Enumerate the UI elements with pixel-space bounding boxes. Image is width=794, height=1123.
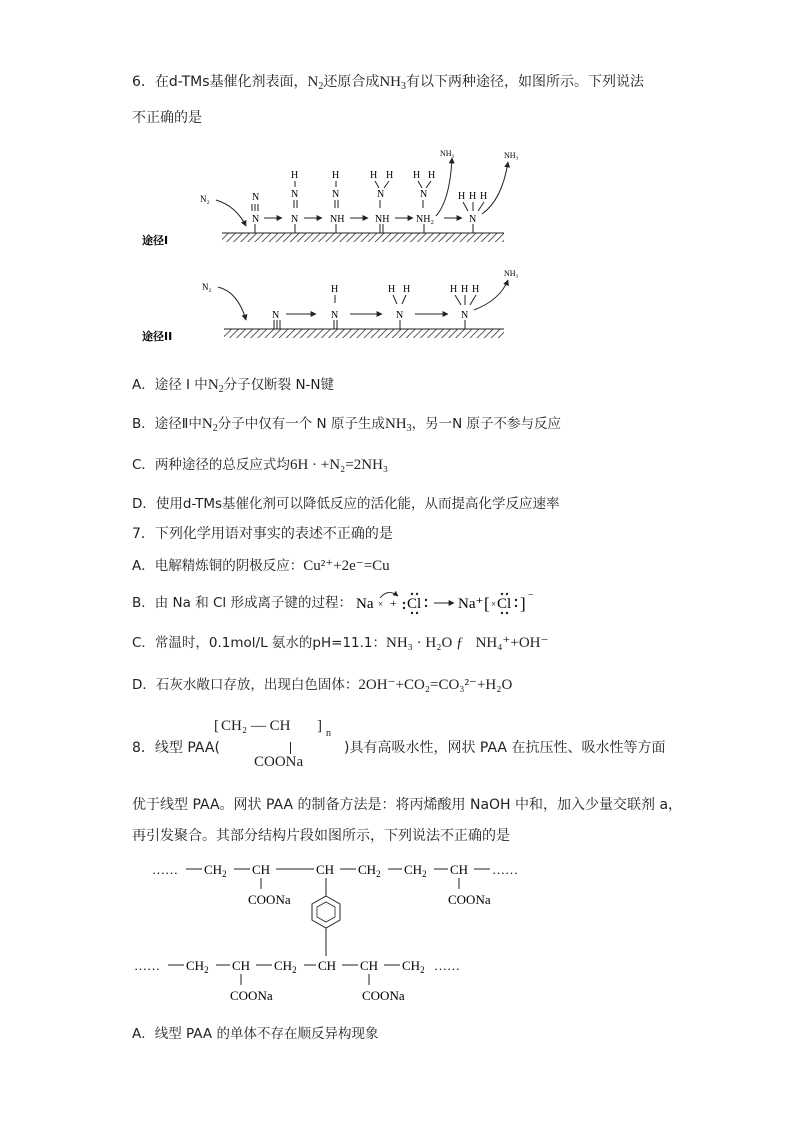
q6-number: 6． <box>132 74 155 90</box>
q8-stem-b: )具有高吸水性，网状 PAA 在抗压性、吸水性等方面 <box>344 740 666 756</box>
svg-text:+: + <box>390 596 397 610</box>
svg-text:CH2: $CH_2$ <box>186 958 209 975</box>
svg-text:COONa: COONa <box>248 892 291 907</box>
svg-text:]: ] <box>520 594 526 613</box>
svg-text:NH: NH <box>375 214 390 225</box>
svg-text:N: N <box>291 189 299 200</box>
svg-text:H: H <box>386 170 394 181</box>
svg-text:H: H <box>370 170 378 181</box>
svg-text:N: N <box>272 310 280 321</box>
svg-text:NH₃: NH₃ <box>440 149 455 158</box>
svg-text:……: …… <box>492 862 518 877</box>
svg-text:H: H <box>469 191 477 202</box>
q6-option-c-equation: 6H · +N₂=2NH₃ <box>289 457 389 473</box>
svg-text:H: H <box>388 284 396 295</box>
svg-text:N: N <box>331 310 339 321</box>
q6-n2: N <box>307 74 319 90</box>
q8-stem-line3: 再引发聚合。其部分结构片段如图所示，下列说法不正确的是 <box>132 828 510 844</box>
svg-text:CH2: $CH_2$ <box>358 862 381 879</box>
svg-text:N: N <box>377 189 385 200</box>
svg-text:CH: CH <box>450 862 469 877</box>
n2-label-1: N₂ <box>200 194 210 204</box>
q6-stem-part-a: 在d-TMs基催化剂表面， <box>154 74 308 90</box>
q8-stem-line2: 优于线型 PAA。网状 PAA 的制备方法是：将丙烯酸用 NaOH 中和，加入少量交联剂 a， <box>132 797 683 813</box>
catalyst-surface-1 <box>222 233 504 242</box>
q7-option-a[interactable]: A．电解精炼铜的阴极反应：Cu²⁺+2e⁻=Cu <box>132 558 390 574</box>
svg-text:CH2: $CH_2$ <box>274 958 297 975</box>
svg-text:Cl: Cl <box>497 596 512 612</box>
svg-text:N: N <box>396 310 404 321</box>
svg-text:NH₂: NH₂ <box>416 214 434 225</box>
path1-label: 途径I <box>142 234 169 247</box>
svg-text:COONa: COONa <box>230 988 273 1003</box>
svg-text:Na: Na <box>356 596 374 612</box>
q7-option-b[interactable]: B．由 Na 和 Cl 形成离子键的过程： <box>132 595 352 611</box>
path2-label: 途径II <box>142 330 173 343</box>
q6-stem-part-b: 还原合成 <box>323 74 380 90</box>
q8-option-a[interactable]: A．线型 PAA 的单体不存在顺反异构现象 <box>132 1026 379 1042</box>
catalyst-surface-2 <box>224 329 504 338</box>
svg-text:CH2: $CH_2$ <box>402 958 425 975</box>
svg-text:N: N <box>461 310 469 321</box>
svg-text:CH: CH <box>360 958 379 973</box>
svg-text:×: × <box>491 599 497 609</box>
svg-text:N: N <box>332 189 340 200</box>
svg-text:CH: CH <box>252 862 271 877</box>
q8-network-paa-structure <box>130 852 550 1012</box>
svg-text:CH: CH <box>232 958 251 973</box>
svg-text:NH₃: NH₃ <box>504 269 519 278</box>
svg-text:……: …… <box>152 862 178 877</box>
q7-stem: 7．下列化学用语对事实的表述不正确的是 <box>132 526 393 542</box>
svg-text:……: …… <box>134 958 160 973</box>
svg-text:H: H <box>332 170 340 181</box>
svg-text:COONa: COONa <box>362 988 405 1003</box>
q7-option-c[interactable]: C．常温时，0.1mol/L 氨水的pH=11.1：NH₃ · H₂O ƒ NH₄⁺+OH⁻ <box>132 635 549 651</box>
svg-text:N: N <box>291 214 299 225</box>
svg-text:CH: CH <box>318 958 337 973</box>
svg-text:−: − <box>528 590 534 601</box>
svg-text:H: H <box>461 284 469 295</box>
svg-text:Na⁺: Na⁺ <box>458 596 484 612</box>
n2-label-2: N₂ <box>202 282 212 292</box>
svg-text:H: H <box>472 284 480 295</box>
svg-text:CH2: $CH_2$ <box>204 862 227 879</box>
q7-option-a-equation: Cu²⁺+2e⁻=Cu <box>303 558 390 574</box>
q6-stem: 6．在d-TMs基催化剂表面，$N_2$还原合成$NH_3$有以下两种途径，如图所示。下列说法 <box>132 74 645 92</box>
q7-ionic-bond-diagram <box>354 584 544 620</box>
svg-text:NH₃: NH₃ <box>504 151 519 160</box>
q8-paa-formula: [ CH₂ — CH ] n COONa <box>214 718 331 770</box>
svg-text:CH: CH <box>316 862 335 877</box>
svg-text:H: H <box>450 284 458 295</box>
svg-text:H: H <box>331 284 339 295</box>
q6-stem-part-c: 有以下两种途径，如图所示。下列说法 <box>406 74 645 90</box>
q6-option-a[interactable]: A．途径 I 中$N_2$分子仅断裂 N-N键 <box>132 377 335 395</box>
svg-text:H: H <box>413 170 421 181</box>
q6-option-c[interactable]: C．两种途径的总反应式均6H · +N₂=2NH₃ <box>132 457 389 473</box>
q6-option-d[interactable]: D．使用d-TMs基催化剂可以降低反应的活化能，从而提高化学反应速率 <box>132 496 560 512</box>
svg-text:Cl: Cl <box>407 596 422 612</box>
svg-text:H: H <box>291 170 299 181</box>
q6-option-b[interactable]: B．途径Ⅱ中$N_2$分子中仅有一个 N 原子生成$NH_3$，另一N 原子不参与反应 <box>132 416 561 434</box>
q8-stem-a: 8．线型 PAA( <box>132 740 220 756</box>
svg-text:H: H <box>428 170 436 181</box>
svg-text:……: …… <box>434 958 460 973</box>
q6-stem-line2: 不正确的是 <box>132 110 202 126</box>
svg-text:H: H <box>480 191 488 202</box>
q6-nh3: NH <box>379 74 402 90</box>
q7-option-d[interactable]: D．石灰水敞口存放，出现白色固体：2OH⁻+CO₂=CO₃²⁻+H₂O <box>132 677 513 693</box>
svg-text:N: N <box>252 192 260 203</box>
q6-reaction-pathway-figure <box>130 140 550 355</box>
svg-text:[: [ <box>484 594 490 613</box>
svg-text:H: H <box>458 191 466 202</box>
svg-text:N: N <box>469 214 477 225</box>
svg-text:N: N <box>252 214 260 225</box>
q7-option-d-equation: 2OH⁻+CO₂=CO₃²⁻+H₂O <box>358 677 513 693</box>
svg-text:NH: NH <box>330 214 345 225</box>
svg-text:COONa: COONa <box>448 892 491 907</box>
svg-text:×: × <box>378 599 384 609</box>
svg-text:H: H <box>403 284 411 295</box>
svg-text:N: N <box>420 189 428 200</box>
svg-text:CH2: $CH_2$ <box>404 862 427 879</box>
